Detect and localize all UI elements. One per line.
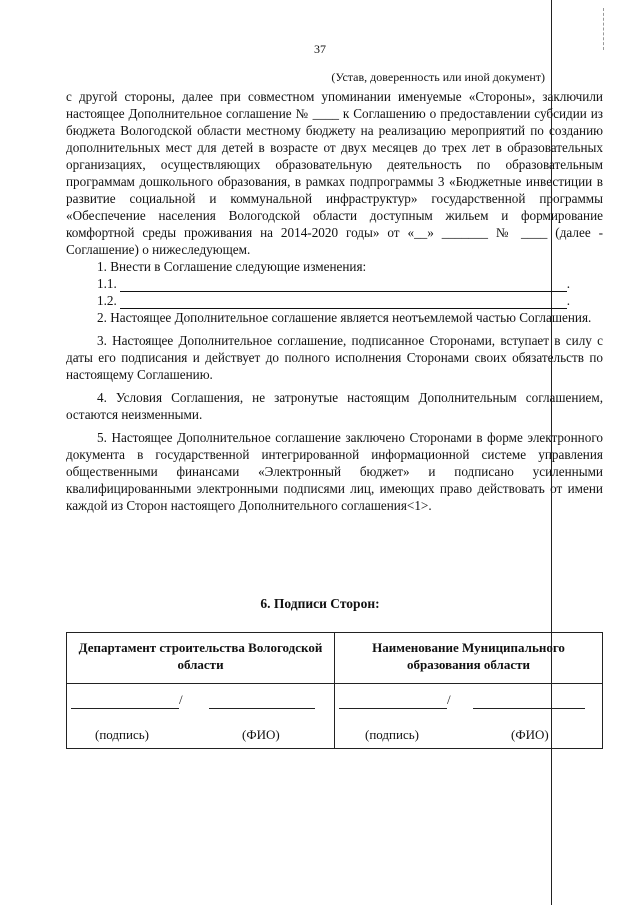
left-slash: / bbox=[179, 692, 183, 707]
header-note: (Устав, доверенность или иной документ) bbox=[331, 70, 545, 84]
left-sign-label: (подпись) bbox=[95, 727, 149, 742]
right-signature-line bbox=[339, 708, 447, 709]
item-4: 4. Условия Соглашения, не затронутые настоящим Дополнительным соглашением, остаются неизменными. bbox=[66, 390, 603, 422]
right-signature-cell bbox=[335, 684, 603, 749]
left-signature-line bbox=[71, 708, 179, 709]
item-3: 3. Настоящее Дополнительное соглашение, подписанное Сторонами, вступает в силу с даты его подписания и действует до полного исполнения Сторонами своих обязательств по настоящему Соглашению. bbox=[66, 333, 603, 382]
item-2: 2. Настоящее Дополнительное соглашение является неотъемлемой частью Соглашения. bbox=[97, 310, 592, 325]
left-name-line bbox=[209, 708, 315, 709]
item-1-2-label: 1.2. bbox=[97, 293, 117, 308]
right-sign-label: (подпись) bbox=[365, 727, 419, 742]
item-5: 5. Настоящее Дополнительное соглашение заключено Сторонами в форме электронного документа в государственной интегрированной информационной системе управления общественными финансами «Электронный бюджет» и подписано усиленными квалифицированными электронными подписями лиц, имеющих право действовать от имени каждой из Сторон настоящего Дополнительного соглашения<1>. bbox=[66, 430, 603, 513]
left-signature-cell bbox=[67, 684, 335, 749]
signatures-table bbox=[66, 632, 603, 749]
right-slash: / bbox=[447, 692, 451, 707]
item-1-1-label: 1.1. bbox=[97, 276, 117, 291]
right-party-header: Наименование Муниципального образования области bbox=[335, 633, 603, 684]
item-1-2-blank bbox=[120, 295, 567, 309]
intro-paragraph: с другой стороны, далее при совместном упоминании именуемые «Стороны», заключили настоящее Дополнительное соглашение № ____ к Соглашению о предоставлении субсидии из бюджета Вологодской области местному бюджету на реализацию мероприятий по созданию дополнительных мест для детей в возрасте от двух месяцев до трех лет в образовательных организациях, осуществляющих образовательную деятельность по образовательным программам дошкольного образования, в рамках подпрограммы 3 «Бюджетные инвестиции в развитие социальной и коммунальной инфраструктур» государственной программы «Обеспечение населения Вологодской области доступным жильем и формирование комфортной среды проживания на 2014-2020 годы» от «__» _______ № ____ (далее - Соглашение) о нижеследующем. bbox=[66, 89, 603, 257]
left-name-label: (ФИО) bbox=[242, 727, 280, 742]
left-party-header: Департамент строительства Вологодской области bbox=[67, 633, 335, 684]
document-body bbox=[66, 88, 603, 514]
item-1-2-end: . bbox=[566, 293, 571, 308]
item-1-2 bbox=[66, 292, 603, 309]
item-1-1 bbox=[66, 275, 603, 292]
item-1-1-blank bbox=[120, 278, 567, 292]
item-1: 1. Внести в Соглашение следующие изменения: bbox=[97, 259, 367, 274]
right-name-label: (ФИО) bbox=[511, 727, 549, 742]
item-1-1-end: . bbox=[566, 276, 571, 291]
right-name-line bbox=[473, 708, 585, 709]
page-number: 37 bbox=[314, 42, 326, 56]
section-title: 6. Подписи Сторон: bbox=[260, 596, 380, 611]
